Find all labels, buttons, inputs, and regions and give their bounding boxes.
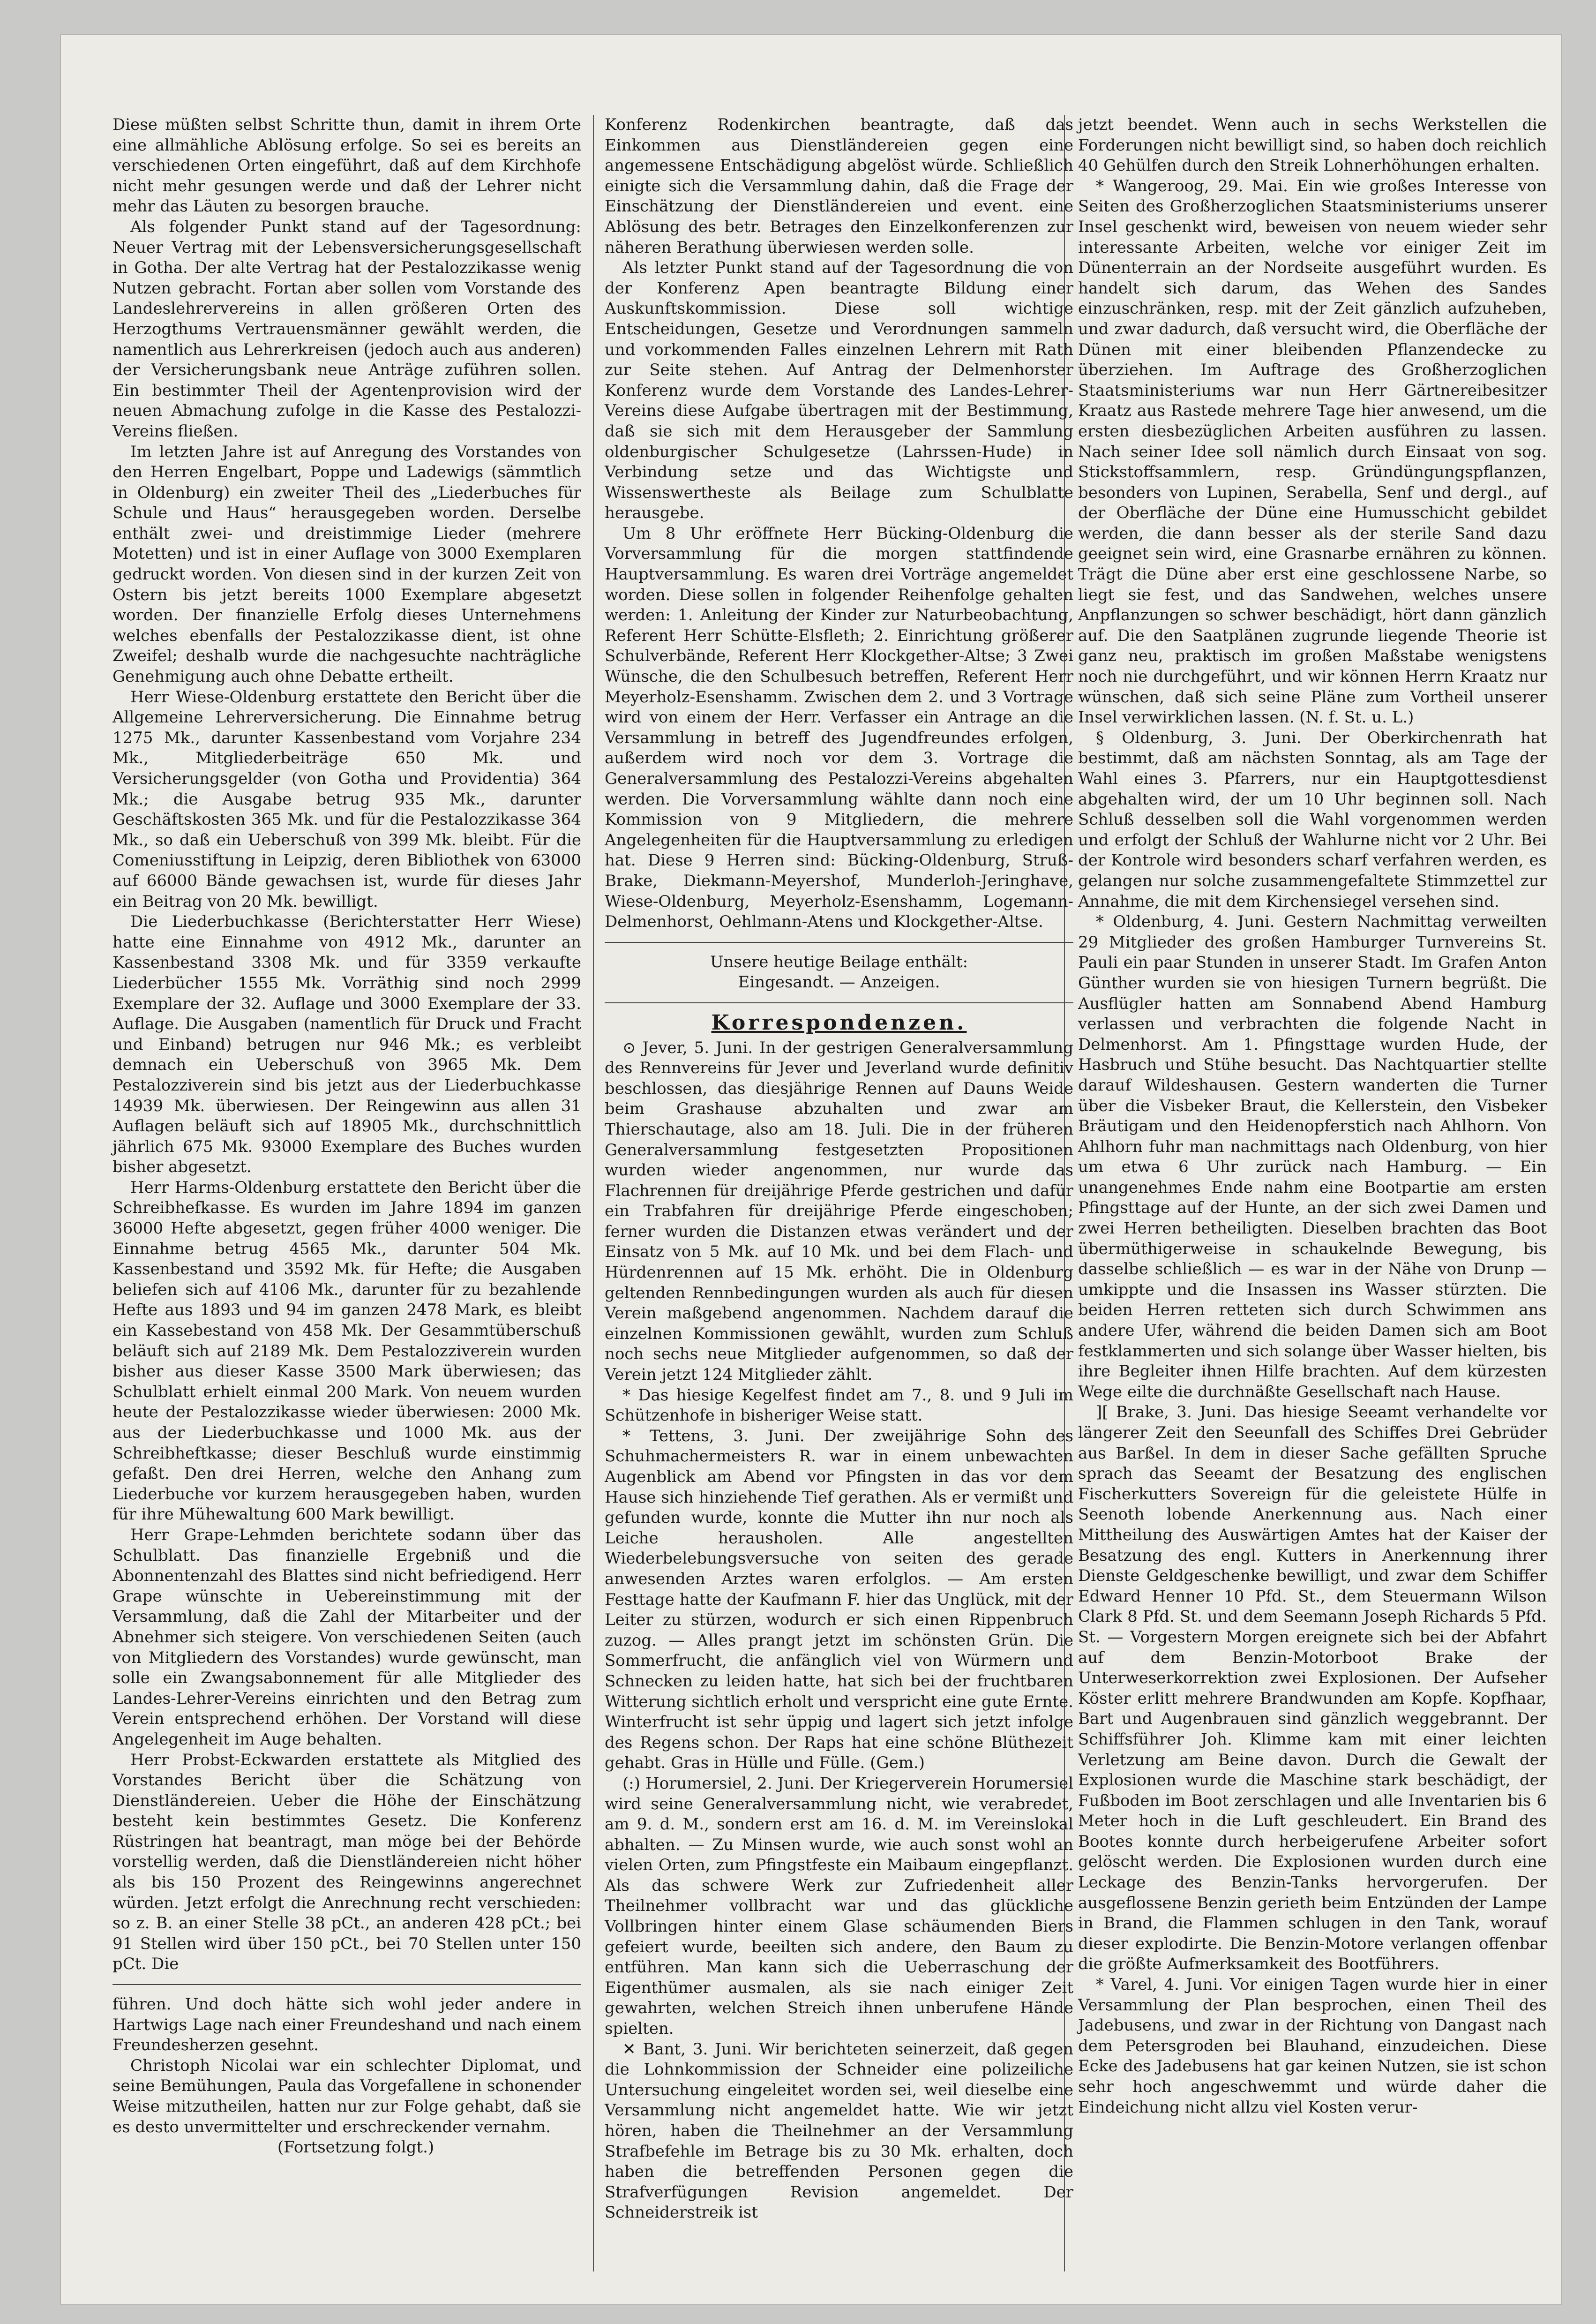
newspaper-page (61, 35, 1561, 2304)
news-item: § Oldenburg, 3. Juni. Der Oberkirchenrath hat bestimmt, daß am nächsten Sonntag, als am Tage der Wahl eines 3. Pfarrers, nur ein Hauptgottesdienst abgehalten wird, der um 10 Uhr beginnen soll. Nach Schluß desselben soll die Wahl vorgenommen werden und erfolgt der Schluß der Wahlurne nicht vor 2 Uhr. Bei der Kontrole wird besonders scharf verfahren werden, es gelangen nur solche zusammengefaltete Stimmzettel zur Annahme, die mit dem Kirchensiegel versehen sind. (1078, 728, 1547, 911)
paragraph: Herr Probst-Eckwarden erstattete als Mitglied des Vorstandes Bericht über die Schätzung von Dienstländereien. Ueber die Höhe der Einschätzung besteht kein bestimmtes Gesetz. Die Konferenz Rüstringen hat beantragt, man möge bei der Behörde vorstellig werden, daß die Dienstländereien nicht höher als bis 150 Prozent des Reingewinns angerechnet würden. Jetzt erfolgt die Anrechnung recht verschieden: so z. B. an einer Stelle 38 pCt., an anderen 428 pCt.; bei 91 Stellen wird über 150 pCt., bei 70 Stellen unter 150 pCt. Die (112, 1750, 581, 1974)
news-item: * Das hiesige Kegelfest findet am 7., 8. und 9 Juli im Schützenhofe in bisheriger Weise statt. (605, 1385, 1073, 1425)
paragraph: Herr Grape-Lehmden berichtete sodann über das Schulblatt. Das finanzielle Ergebniß und die Abonnentenzahl des Blattes sind nicht befriedigend. Herr Grape wünschte in Uebereinstimmung mit der Versammlung, daß die Zahl der Mitarbeiter und der Abnehmer sich steigere. Von verschiedenen Seiten (auch von Mitgliedern des Vorstandes) wurde gewünscht, man solle ein Zwangsabonnement für alle Mitglieder des Landes-Lehrer-Vereins einrichten und den Betrag zum Verein entsprechend erhöhen. Der Vorstand will diese Angelegenheit im Auge behalten. (112, 1525, 581, 1749)
paragraph: Diese müßten selbst Schritte thun, damit in ihrem Orte eine allmähliche Ablösung erfolge. So sei es bereits an verschiedenen Orten eingeführt, daß auf dem Kirchhofe nicht mehr gesungen werde und daß der Lehrer nicht mehr das Läuten zu besorgen brauche. (112, 115, 581, 216)
news-item: * Oldenburg, 4. Juni. Gestern Nachmittag verweilten 29 Mitglieder des großen Hamburger Turnvereins St. Pauli ein paar Stunden in unserer Stadt. Im Grafen Anton Günther wurden sie von hiesigen Turnern begrüßt. Die Ausflügler hatten am Sonnabend Abend Hamburg verlassen und verbrachten die folgende Nacht in Delmenhorst. Am 1. Pfingsttage wurden Hude, der Hasbruch und Stühe besucht. Das Nachtquartier stellte darauf Wildeshausen. Gestern wanderten die Turner über die Visbeker Braut, die Kellerstein, den Visbeker Bräutigam und den Heidenopferstich nach Ahlhorn. Von Ahlhorn fuhr man nachmittags nach Oldenburg, von hier um etwa 6 Uhr zurück nach Hamburg. — Ein unangenehmes Ende nahm eine Bootpartie am ersten Pfingsttage auf der Hunte, an der sich zwei Damen und zwei Herren betheiligten. Dieselben brachten das Boot übermüthigerweise in schaukelnde Bewegung, bis dasselbe schließlich — es war in der Nähe von Drunp — umkippte und die Insassen ins Wasser stürzten. Die beiden Herren retteten sich durch Schwimmen ans andere Ufer, während die beiden Damen sich am Boot festklammerten und sich solange über Wasser hielten, bis ihre Begleiter ihnen Hilfe brachten. Auf dem kürzesten Wege eilte die durchnäßte Gesellschaft nach Hause. (1078, 912, 1547, 1401)
column-rule-1 (593, 115, 594, 2271)
news-item: (:) Horumersiel, 2. Juni. Der Kriegerverein Horumersiel wird seine Generalversammlung nicht, wie verabredet, am 9. d. M., sondern erst am 16. d. M. im Vereinslokal abhalten. — Zu Minsen wurde, wie auch sonst wohl an vielen Orten, zum Pfingstfeste ein Maibaum eingepflanzt. Als das schwere Werk zur Zufriedenheit aller Theilnehmer vollbracht war und das glückliche Vollbringen hinter einem Glase schäumenden Biers gefeiert wurde, beeilten sich andere, den Baum zu entführen. Man kann sich die Ueberraschung der Eigenthümer ausmalen, als sie nach einiger Zeit gewahrten, welchen Streich ihnen unberufene Hände spielten. (605, 1774, 1073, 2038)
paragraph: Herr Harms-Oldenburg erstattete den Bericht über die Schreibhefkasse. Es wurden im Jahre 1894 im ganzen 36000 Hefte abgesetzt, gegen früher 4000 weniger. Die Einnahme betrug 4565 Mk., darunter 504 Mk. Kassenbestand und 3592 Mk. für Hefte; die Ausgaben beliefen sich auf 4106 Mk., darunter für zu bezahlende Hefte aus 1893 und 94 im ganzen 2478 Mark, es bleibt ein Kassebestand von 458 Mk. Der Gesammtüberschuß beläuft sich auf 2189 Mk. Dem Pestalozziverein wurden bisher aus dieser Kasse 3500 Mark überwiesen; das Schulblatt erhielt einmal 200 Mark. Von neuem wurden heute der Pestalozzikasse wieder überwiesen: 2000 Mk. aus der Liederbuchkasse und 1000 Mk. aus der Schreibheftkasse; dieser Beschluß wurde einstimmig gefaßt. Den drei Herren, welche den Anhang zum Liederbuche vor kurzem herausgegeben haben, wurden für ihre Mühewaltung 600 Mark bewilligt. (112, 1178, 581, 1524)
section-heading: Korrespondenzen. (711, 1010, 967, 1035)
news-item: ⊙ Jever, 5. Juni. In der gestrigen Generalversammlung des Rennvereins für Jever und Jeverland wurde definitiv beschlossen, das diesjährige Rennen auf Dauns Weide beim Grashause abzuhalten und zwar am Thierschautage, also am 18. Juli. Die in der früheren Generalversammlung festgesetzten Propositionen wurden wieder angenommen, nur wurde das Flachrennen für dreijährige Pferde gestrichen und dafür ein Trabfahren für dreijährige Pferde eingeschoben; ferner wurden die Distanzen etwas verändert und der Einsatz von 5 Mk. auf 10 Mk. und bei dem Flach- und Hürdenrennen auf 15 Mk. erhöht. Die in Oldenburg geltenden Rennbedingungen wurden als auch für diesen Verein maßgebend angenommen. Nachdem darauf die einzelnen Kommissionen gewählt, wurden zum Schluß noch sechs neue Mitglieder aufgenommen, so daß der Verein jetzt 124 Mitglieder zählt. (605, 1038, 1073, 1384)
beilage-items: Eingesandt. — Anzeigen. (738, 973, 940, 992)
paragraph: jetzt beendet. Wenn auch in sechs Werkstellen die Forderungen nicht bewilligt sind, so haben doch reichlich 40 Gehülfen durch den Streik Lohnerhöhungen erhalten. (1078, 115, 1547, 175)
section-divider (605, 1002, 1073, 1003)
news-item: * Wangeroog, 29. Mai. Ein wie großes Interesse von Seiten des Großherzoglichen Staatsministeriums unserer Insel geschenkt wird, beweisen von neuem wieder sehr interessante Arbeiten, welche vor einiger Zeit im Dünenterrain an der Nordseite ausgeführt wurden. Es handelt sich darum, das Wehen des Sandes einzuschränken, resp. mit der Zeit gänzlich aufzuheben, und zwar dadurch, daß versucht wird, die Oberfläche der Dünen mit einer bleibenden Pflanzendecke zu überziehen. Im Auftrage des Großherzoglichen Staatsministeriums war nun Herr Gärtnereibesitzer Kraatz aus Rastede mehrere Tage hier anwesend, um die ersten diesbezüglichen Arbeiten ausführen zu lassen. Nach seiner Idee soll nämlich durch Einsaat von sog. Stickstoffsammlern, resp. Gründüngungspflanzen, besonders von Lupinen, Serabella, Senf und dergl., auf der Oberfläche der Düne eine Humusschicht gebildet werden, die dann besser als der sterile Sand dazu geeignet sein wird, eine Grasnarbe ernähren zu können. Trägt die Düne aber erst eine geschlossene Narbe, so liegt sie fest, und das Sandwehen, welches unsere Anpflanzungen so schwer beschädigt, hört dann gänzlich auf. Die den Saatplänen zugrunde liegende Theorie ist ganz neu, praktisch im großen Maßstabe wenigstens noch nie durchgeführt, und wir können Herrn Kraatz nur wünschen, daß sich seine Pläne zum Vortheil unserer Insel verwirklichen lassen. (N. f. St. u. L.) (1078, 176, 1547, 727)
news-item: ✕ Bant, 3. Juni. Wir berichteten seinerzeit, daß gegen die Lohnkommission der Schneider eine polizeiliche Untersuchung eingeleitet worden sei, weil dieselbe eine Versammlung nicht angemeldet hatte. Wie wir jetzt hören, haben die Theilnehmer an der Versammlung Strafbefehle im Betrage bis zu 30 Mk. erhalten, doch haben die betreffenden Personen gegen die Strafverfügungen Revision angemeldet. Der Schneiderstreik ist (605, 2039, 1073, 2222)
feuilleton-divider (112, 1984, 581, 1985)
serial-text: führen. Und doch hätte sich wohl jeder andere in Hartwigs Lage nach einer Freundeshand und nach einem Freundesherzen gesehnt. (112, 1995, 581, 2055)
beilage-title: Unsere heutige Beilage enthält: (710, 952, 968, 971)
news-item: ][ Brake, 3. Juni. Das hiesige Seeamt verhandelte vor längerer Zeit den Seeunfall des Schiffes Drei Gebrüder aus Barßel. In dem in dieser Sache gefällten Spruche sprach das Seeamt der Besatzung des englischen Fischerkutters Sovereign für die geleistete Hülfe in Seenoth lobende Anerkennung aus. Nach einer Mittheilung des Auswärtigen Amtes hat der Kaiser der Besatzung des engl. Kutters in Anerkennung ihrer Dienste Geldgeschenke bewilligt, und zwar dem Schiffer Edward Henner 10 Pfd. St., dem Steuermann Wilson Clark 8 Pfd. St. und dem Seemann Joseph Richards 5 Pfd. St. — Vorgestern Morgen ereignete sich bei der Abfahrt auf dem Benzin-Motorboot Brake der Unterweserkorrektion zwei Explosionen. Der Aufseher Köster erlitt mehrere Brandwunden am Kopfe. Kopfhaar, Bart und Augenbrauen sind gänzlich weggebrannt. Der Schiffsführer Joh. Klimme kam mit einer leichten Verletzung am Beine davon. Durch die Gewalt der Explosionen wurde die Maschine stark beschädigt, der Fußboden im Boot zerschlagen und alle Inventarien bis 6 Meter hoch in die Luft geschleudert. Ein Brand des Bootes konnte durch herbeigerufene Arbeiter sofort gelöscht werden. Die Explosionen wurden durch eine Leckage des Benzin-Tanks hervorgerufen. Der ausgeflossene Benzin gerieth beim Entzünden der Lampe in Brand, die Flammen schlugen in den Tank, worauf dieser explodirte. Die Benzin-Motore verlangen offenbar die größte Aufmerksamkeit des Bootführers. (1078, 1403, 1547, 1974)
column-1 (112, 115, 581, 2158)
section-divider (605, 942, 1073, 943)
news-item: * Varel, 4. Juni. Vor einigen Tagen wurde hier in einer Versammlung der Plan besprochen, einen Theil des Jadebusens, und zwar in der Richtung von Dangast nach dem Petersgroden bei Blauhand, einzudeichen. Diese Ecke des Jadebusens hat gar keinen Nutzen, sie ist schon sehr hoch angeschwemmt und würde daher die Eindeichung nicht allzu viel Kosten verur- (1078, 1975, 1547, 2117)
paragraph: Die Liederbuchkasse (Berichterstatter Herr Wiese) hatte eine Einnahme von 4912 Mk., darunter an Kassenbestand 3308 Mk. und für 3359 verkaufte Liederbücher 1555 Mk. Vorräthig sind noch 2999 Exemplare der 32. Auflage und 3000 Exemplare der 33. Auflage. Die Ausgaben (namentlich für Druck und Fracht und Einband) betrugen nur 946 Mk.; es verbleibt demnach ein Ueberschuß von 3965 Mk. Dem Pestalozziverein sind bis jetzt aus der Liederbuchkasse 14939 Mk. überwiesen. Der Reingewinn aus allen 31 Auflagen beläuft sich auf 18905 Mk., durchschnittlich jährlich 675 Mk. 93000 Exemplare des Buches wurden bisher abgesetzt. (112, 912, 581, 1177)
continued-note: (Fortsetzung folgt.) (277, 2138, 435, 2157)
paragraph: Herr Wiese-Oldenburg erstattete den Bericht über die Allgemeine Lehrerversicherung. Die Einnahme betrug 1275 Mk., darunter Kassenbestand vom Vorjahre 234 Mk., Mitgliederbeiträge 650 Mk. und Versicherungsgelder (von Gotha und Providentia) 364 Mk.; die Ausgabe betrug 935 Mk., darunter Geschäftskosten 365 Mk. und für die Pestalozzikasse 364 Mk., so daß ein Ueberschuß von 399 Mk. bleibt. Für die Comeniusstiftung in Leipzig, deren Bibliothek von 63000 auf 66000 Bände gewachsen ist, wurde für dieses Jahr ein Beitrag von 20 Mk. bewilligt. (112, 687, 581, 911)
column-2 (605, 115, 1073, 2223)
paragraph: Um 8 Uhr eröffnete Herr Bücking-Oldenburg die Vorversammlung für die morgen stattfindende Hauptversammlung. Es waren drei Vorträge angemeldet worden. Diese sollen in folgender Reihenfolge gehalten werden: 1. Anleitung der Kinder zur Naturbeobachtung, Referent Herr Schütte-Elsfleth; 2. Einrichtung größerer Schulverbände, Referent Herr Klockgether-Altse; 3 Zwei Wünsche, die den Schulbesuch betreffen, Referent Herr Meyerholz-Esenshamm. Zwischen dem 2. und 3 Vortrage wird von einem der Herr. Verfasser ein Antrage an die Versammlung in betreff des Jugendfreundes erfolgen, außerdem wird noch vor dem 3. Vortrage die Generalversammlung des Pestalozzi-Vereins abgehalten werden. Die Vorversammlung wählte dann noch eine Kommission von 9 Mitgliedern, die mehrere Angelegenheiten für die Hauptversammlung zu erledigen hat. Diese 9 Herren sind: Bücking-Oldenburg, Struß-Brake, Diekmann-Meyershof, Munderloh-Jeringhave, Wiese-Oldenburg, Meyerholz-Esenshamm, Logemann-Delmenhorst, Oehlmann-Atens und Klockgether-Altse. (605, 524, 1073, 932)
paragraph: Im letzten Jahre ist auf Anregung des Vorstandes von den Herren Engelbart, Poppe und Ladewigs (sämmtlich in Oldenburg) ein zweiter Theil des „Liederbuches für Schule und Haus“ herausgegeben worden. Derselbe enthält zwei- und dreistimmige Lieder (mehrere Motetten) und ist in einer Auflage von 3000 Exemplaren gedruckt worden. Von diesen sind in der kurzen Zeit von Ostern bis jetzt bereits 1000 Exemplare abgesetzt worden. Der finanzielle Erfolg dieses Unternehmens welches ebenfalls der Pestalozzikasse dient, ist ohne Zweifel; deshalb wurde die nachgesuchte nachträgliche Genehmigung auch ohne Debatte ertheilt. (112, 442, 581, 686)
paragraph: Als folgender Punkt stand auf der Tagesordnung: Neuer Vertrag mit der Lebensversicherungsgesellschaft in Gotha. Der alte Vertrag hat der Pestalozzikasse wenig Nutzen gebracht. Fortan aber sollen vom Vorstande des Landeslehrervereins in allen größeren Orten des Herzogthums Vertrauensmänner gewählt werden, die namentlich aus Lehrerkreisen (jedoch auch aus anderen) der Versicherungsbank neue Anträge zuführen sollen. Ein bestimmter Theil der Agentenprovision wird der neuen Abmachung zufolge in die Kasse des Pestalozzi-Vereins fließen. (112, 217, 581, 441)
paragraph: Als letzter Punkt stand auf der Tagesordnung die von der Konferenz Apen beantragte Bildung einer Auskunftskommission. Diese soll wichtige Entscheidungen, Gesetze und Verordnungen sammeln und vorkommenden Falles einzelnen Lehrern mit Rath zur Seite stehen. Auf Antrag der Delmenhorster Konferenz wurde dem Vorstande des Landes-Lehrer-Vereins diese Aufgabe übertragen mit der Bestimmung, daß sie sich mit dem Herausgeber der Sammlung oldenburgischer Schulgesetze (Lahrssen-Hude) in Verbindung setze und das Wichtigste und Wissenswertheste als Beilage zum Schulblatte herausgebe. (605, 258, 1073, 523)
serial-text: Christoph Nicolai war ein schlechter Diplomat, und seine Bemühungen, Paula das Vorgefallene in schonender Weise mitzutheilen, hatten nur zur Folge gehabt, daß sie es desto unvermittelter und erschreckender vernahm. (112, 2056, 581, 2136)
paragraph: Konferenz Rodenkirchen beantragte, daß das Einkommen aus Dienstländereien gegen eine angemessene Entschädigung abgelöst würde. Schließlich einigte sich die Versammlung dahin, daß die Frage der Einschätzung der Dienstländereien und event. eine Ablösung des betr. Betrages den Einzelkonferenzen zur näheren Berathung überwiesen werden solle. (605, 115, 1073, 257)
news-item: * Tettens, 3. Juni. Der zweijährige Sohn des Schuhmachermeisters R. war in einem unbewachten Augenblick am Abend vor Pfingsten in das vor dem Hause sich hinziehende Tief gerathen. Als er vermißt und gefunden wurde, konnte die Mutter ihn nur noch als Leiche herausholen. Alle angestellten Wiederbelebungsversuche von seiten des gerade anwesenden Arztes waren erfolglos. — Am ersten Festtage hatte der Kaufmann F. hier das Unglück, mit der Leiter zu stürzen, wodurch er sich einen Rippenbruch zuzog. — Alles prangt jetzt im schönsten Grün. Die Sommerfrucht, die anfänglich viel von Würmern und Schnecken zu leiden hatte, hat sich bei der fruchtbaren Witterung sichtlich erholt und verspricht eine gute Ernte. Winterfrucht ist sehr üppig und lagert sich jetzt infolge des Regens schon. Der Raps hat eine schöne Blüthezeit gehabt. Gras in Hülle und Fülle. (Gem.) (605, 1426, 1073, 1773)
column-3 (1078, 115, 1547, 2118)
